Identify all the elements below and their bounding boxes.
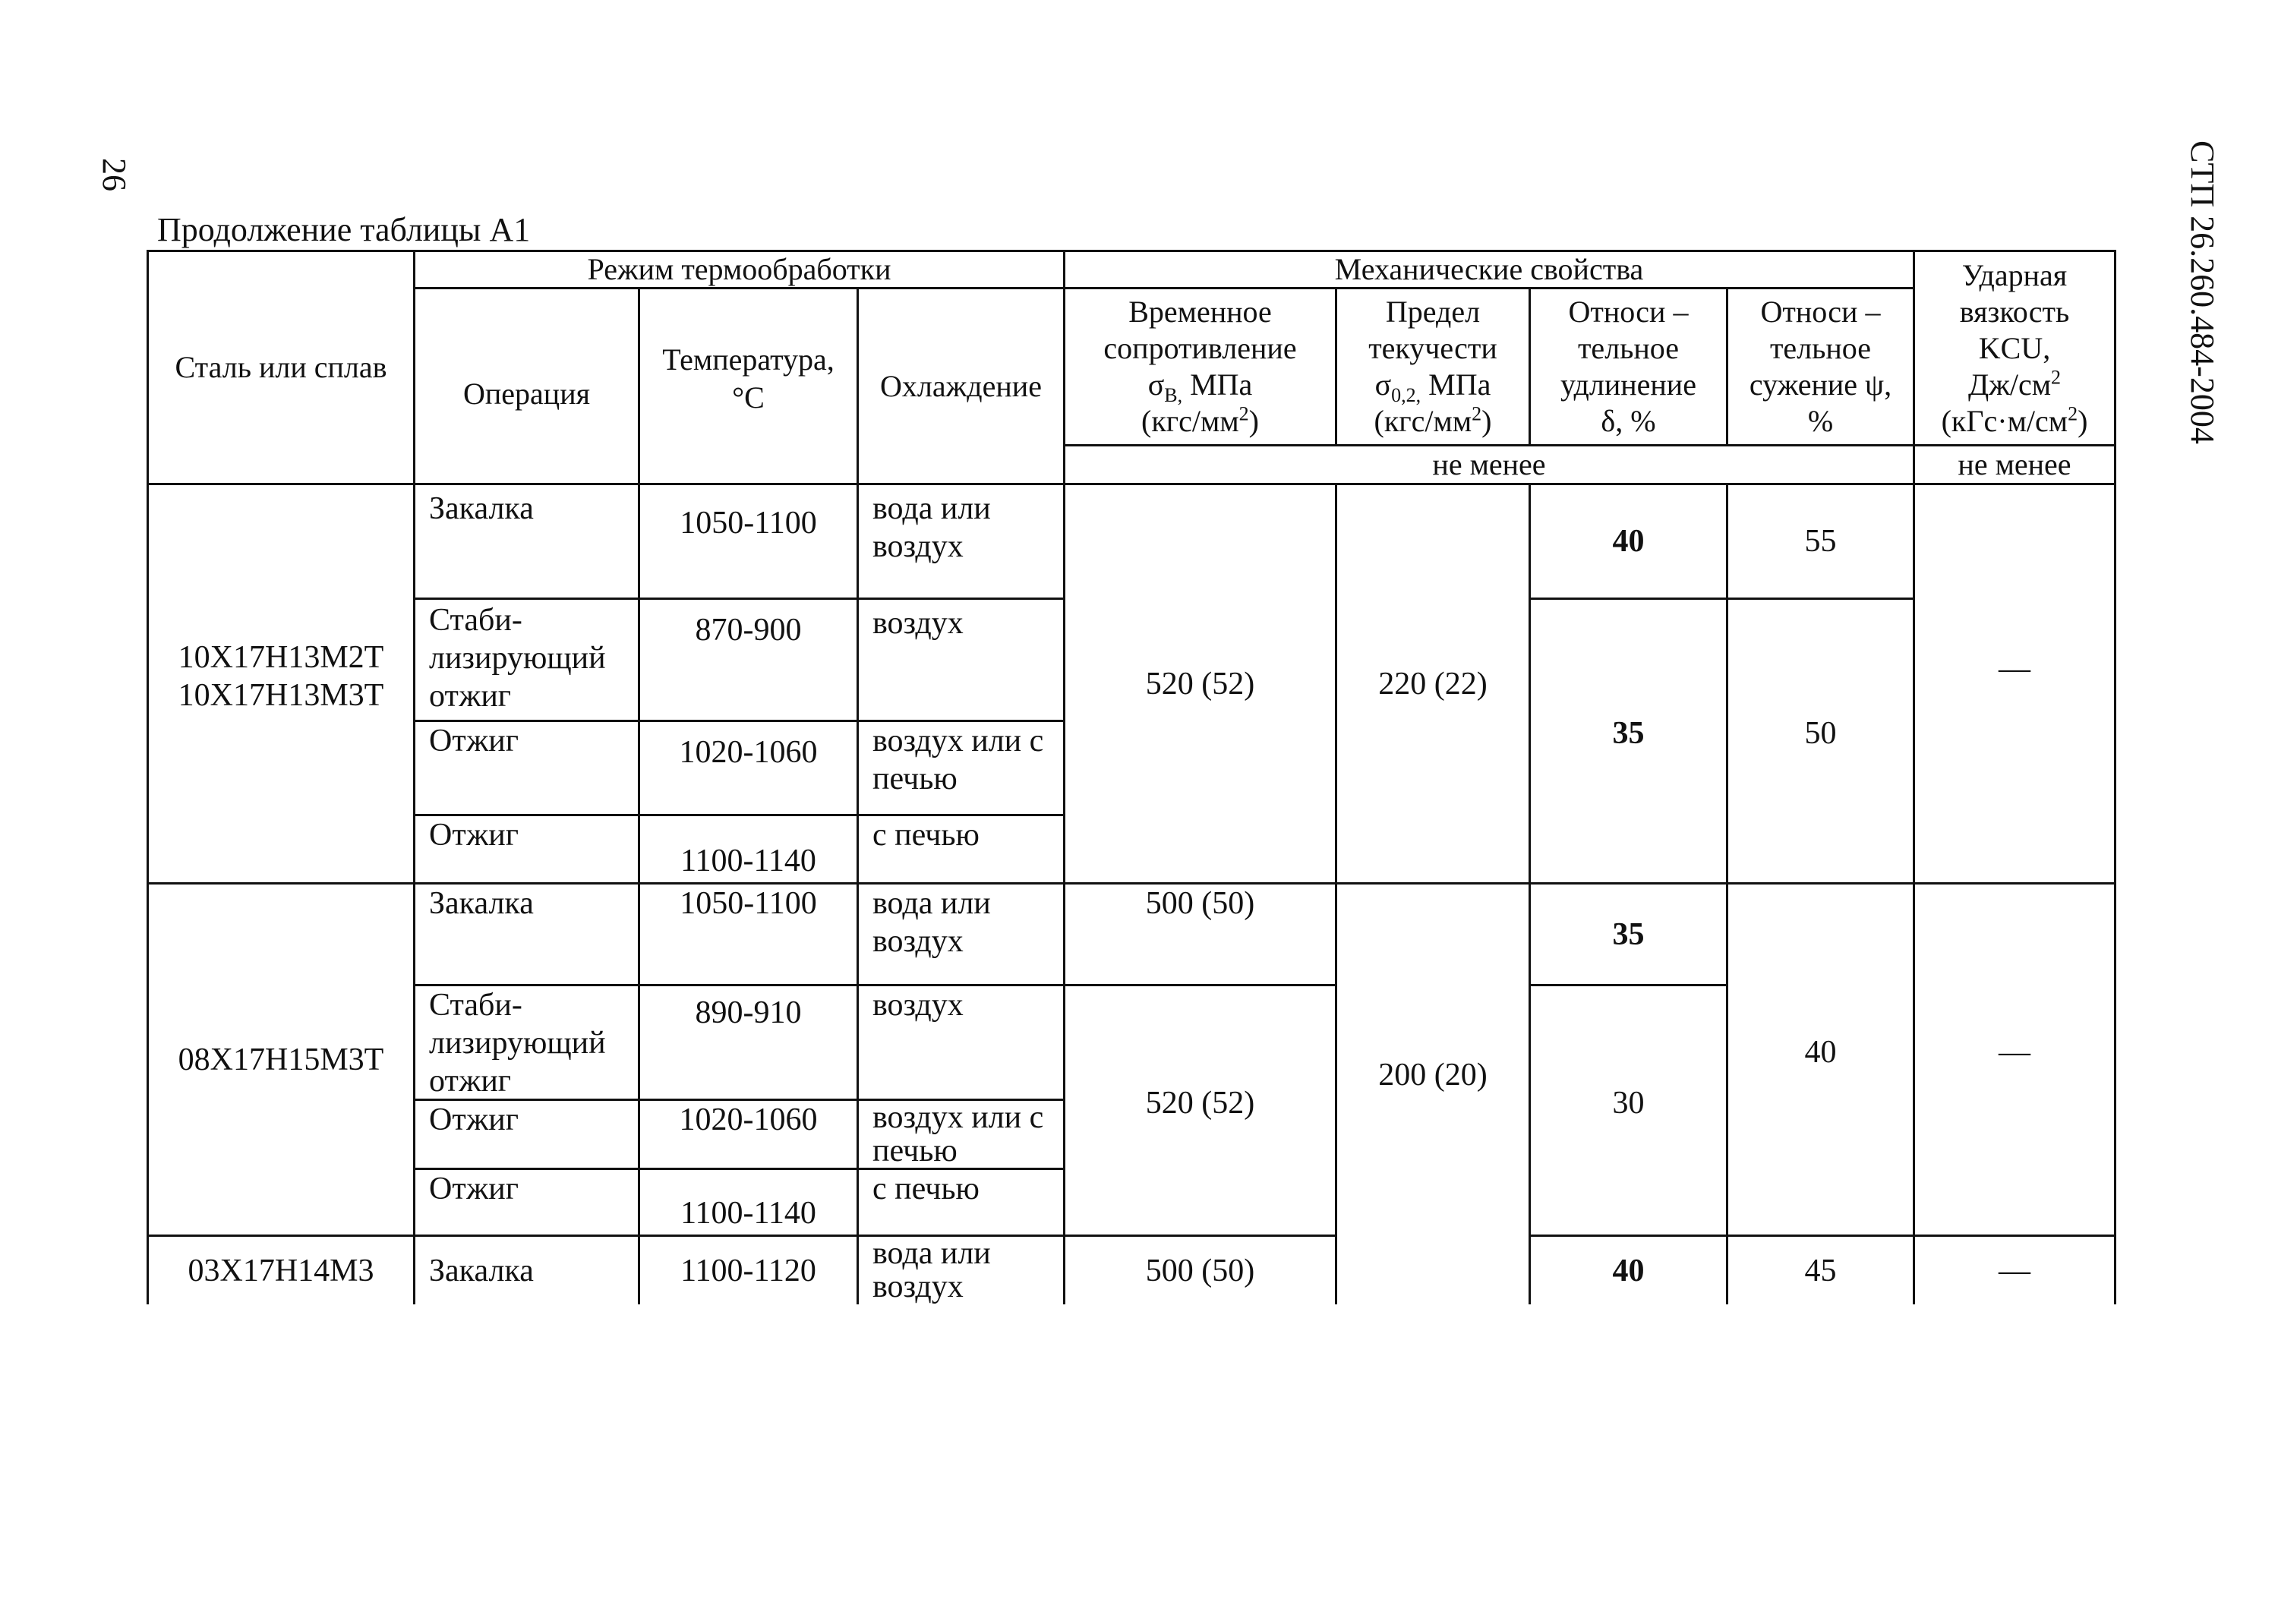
impact-strength-cell: —	[1999, 651, 2030, 686]
elongation-cell: 40	[1612, 1253, 1645, 1288]
cooling-cell: с печью	[872, 818, 980, 853]
header-yield-strength: Предел текучести $\sigma_{0,2,}$ МПа $(кгс/мм^2)$	[1368, 295, 1497, 438]
temperature-cell: 870-900	[695, 613, 802, 648]
impact-strength-cell: —	[1999, 1034, 2030, 1070]
operation-cell: Закалка	[429, 1253, 534, 1288]
header-operation: Операция	[462, 376, 590, 411]
operation-cell: Стаби- лизирующий отжиг	[429, 988, 606, 1099]
temperature-cell: 1050-1100	[680, 886, 817, 921]
reduction-cell: 45	[1804, 1253, 1837, 1288]
operation-cell: Закалка	[429, 886, 534, 921]
cooling-cell: вода или воздух	[872, 886, 991, 959]
header-tensile-strength: Временное сопротивление $\sigma_{В,}$ МПа $(кгс/мм^2)$	[1103, 295, 1297, 438]
cooling-cell: вода или воздух	[872, 1236, 991, 1304]
cooling-cell: с печью	[872, 1171, 980, 1206]
operation-cell: Отжиг	[429, 1171, 519, 1206]
elongation-cell: 40	[1612, 524, 1645, 559]
header-impact-strength: Ударная вязкость KCU, $Дж/см^2$ $(кГс\cdot м/см^2)$	[1941, 257, 2088, 438]
temperature-cell: 1100-1120	[680, 1253, 816, 1288]
yield-strength-cell: 200 (20)	[1378, 1057, 1488, 1093]
cooling-cell: вода или воздух	[872, 491, 991, 564]
header-not-less-mechanical: не менее	[1432, 447, 1546, 481]
reduction-cell: 40	[1804, 1034, 1837, 1070]
yield-strength-cell: 220 (22)	[1378, 666, 1488, 702]
table-caption: Продолжение таблицы А1	[157, 211, 531, 248]
operation-cell: Закалка	[429, 491, 534, 526]
elongation-cell: 30	[1612, 1085, 1645, 1121]
header-steel: Сталь или сплав	[175, 350, 387, 384]
tensile-strength-cell: 520 (52)	[1145, 666, 1255, 702]
header-reduction-of-area: Относи – тельное сужение ψ, %	[1749, 295, 1892, 438]
tensile-strength-cell: 520 (52)	[1145, 1085, 1255, 1121]
temperature-cell: 1100-1140	[680, 1195, 816, 1231]
header-temperature: Температура, °С	[662, 342, 835, 415]
operation-cell: Отжиг	[429, 724, 519, 758]
cooling-cell: воздух или с печью	[872, 724, 1044, 796]
header-cooling: Охлаждение	[880, 368, 1042, 403]
cooling-cell: воздух	[872, 988, 964, 1023]
table-border-right	[2114, 250, 2116, 1304]
operation-cell: Отжиг	[429, 1102, 519, 1137]
elongation-cell: 35	[1612, 916, 1645, 952]
cooling-cell: воздух или с печью	[872, 1100, 1044, 1168]
impact-strength-cell: —	[1999, 1253, 2030, 1288]
elongation-cell: 35	[1612, 716, 1645, 751]
reduction-cell: 50	[1804, 716, 1837, 751]
header-heat-treatment: Режим термообработки	[587, 252, 891, 286]
steel-grade-cell: 08Х17Н15М3Т	[178, 1042, 384, 1077]
tensile-strength-cell: 500 (50)	[1145, 886, 1255, 921]
temperature-cell: 1100-1140	[680, 843, 816, 878]
page-number: 26	[96, 158, 133, 191]
header-not-less-impact: не менее	[1958, 447, 2071, 481]
reduction-cell: 55	[1804, 524, 1837, 559]
header-mechanical: Механические свойства	[1334, 252, 1644, 286]
header-elongation: Относи – тельное удлинение δ, %	[1560, 295, 1696, 438]
operation-cell: Стаби- лизирующий отжиг	[429, 603, 606, 714]
tensile-strength-cell: 500 (50)	[1145, 1253, 1255, 1288]
temperature-cell: 1020-1060	[679, 1102, 818, 1137]
temperature-cell: 890-910	[695, 995, 802, 1030]
temperature-cell: 1050-1100	[680, 506, 817, 541]
document-code: СТП 26.260.484-2004	[2184, 140, 2221, 444]
operation-cell: Отжиг	[429, 818, 519, 853]
steel-grade-cell: 10Х17Н13М2Т 10Х17Н13М3Т	[178, 639, 384, 713]
steel-grade-cell: 03Х17Н14М3	[188, 1253, 374, 1288]
temperature-cell: 1020-1060	[679, 735, 818, 770]
cooling-cell: воздух	[872, 606, 964, 641]
